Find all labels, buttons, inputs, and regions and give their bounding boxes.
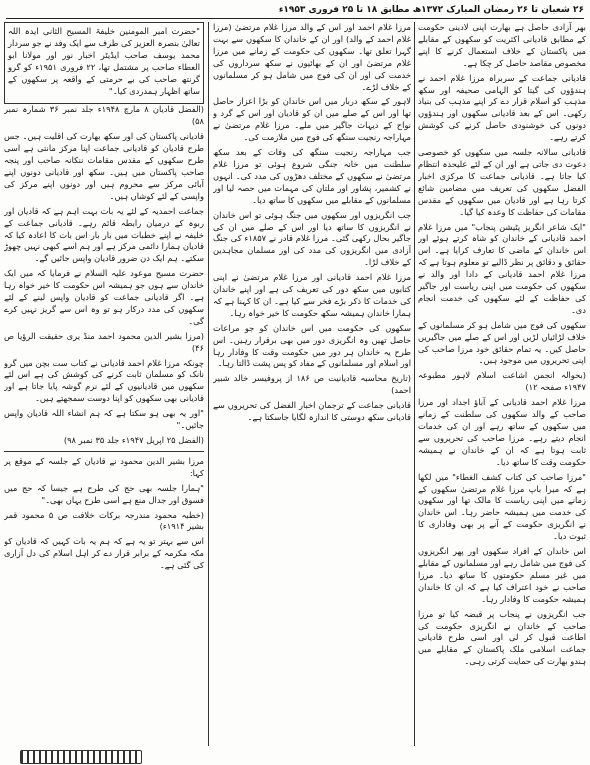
paragraph: اس خاندان کے افراد سکھوں اور پھر انگریزوں کی فوج میں شامل رہے اور مسلمانوں کے مقابلے میں غیر مسلم حکومتوں کا ساتھ دیا۔ مرزا صاحب نے خود اعتراف کیا ہے کہ ان کا خاندان ہمیشہ حکومت کا وفادار رہا۔ — [418, 546, 586, 604]
citation: (الفضل قادیان ۸ مارچ ۱۹۴۸ء جلد نمبر ۳۶ شمارہ نمبر ۵۸) — [4, 104, 204, 127]
paragraph: حضرت مسیح موعود علیہ السلام نے فرمایا کہ میں ایک خاندان سے ہوں جو ہمیشہ اس حکومت کا خیر خواہ رہا ہے۔ اگر قادیانی جماعت کو قادیان واپس لینے کے لئے سکھوں کی مدد درکار ہو تو وہ اس سے گریز نہیں کرے گی۔ — [4, 268, 204, 326]
paragraph: قادیانی جماعت کے ترجمان اخبار الفضل کی تحریروں سے قادیانی سکھ دوستی کا اندازہ لگایا جاسکتا ہے۔ — [213, 400, 411, 423]
paragraph: سکھوں کی حکومت میں اس خاندان کو جو مراعات حاصل تھیں وہ انگریزی دور میں بھی برقرار رہیں۔ اس طرح یہ خاندان ہر دور میں حکومت وقت کا وفادار رہا اور اسلام اور مسلمانوں کے مفاد کو پس پشت ڈالتا رہا۔ — [213, 322, 411, 369]
paragraph: قادیانی سالانہ جلسہ میں سکھوں کو خصوصی دعوت دی جاتی ہے اور ان کے لئے علیحدہ انتظام کیا جاتا ہے۔ قادیانی جماعت کا مرکزی اخبار الفضل سکھوں کی تعریف میں مضامین شائع کرتا رہا ہے اور قادیان میں سکھوں کے مقدس مقامات کی حفاظت کا وعدہ کیا گیا۔ — [418, 147, 586, 217]
column-divider — [414, 22, 415, 746]
citation: (تاریخ محاسبہ قادیانیت ص ۱۸۶ از پروفیسر خالد شبیر احمد) — [213, 373, 411, 396]
citation: (بحوالہ انجمن اشاعت اسلام لاہور مطبوعہ ۱۹۴۷ء صفحہ ۱۲) — [418, 370, 586, 393]
paragraph: جماعت احمدیہ کے لئے یہ بات بہت اہم ہے کہ قادیان اور ربوہ کے درمیان رابطہ قائم رہے۔ قادیانی جماعت کے خلیفہ نے اپنے خطبات میں بار بار اس بات کا اعادہ کیا کہ قادیان ہمارا دائمی مرکز ہے اور ہم اسے کبھی نہیں چھوڑ سکتے۔ ہم ایک دن ضرور قادیان واپس جائیں گے۔ — [4, 205, 204, 264]
paragraph: بھر آزادی حاصل ہے بھارت اپنی لادینی حکومت کے مطابق قادیانی اکثریت کو سکھوں کے مقابلے میں پاکستان کے خلاف استعمال کرنے کا اپنے مخصوص مقاصد حاصل کر چکا ہے۔ — [418, 22, 586, 68]
paragraph: مرزا غلام احمد اور اس کے والد مرزا غلام مرتضیٰ (مرزا غلام احمد کے والد) اور ان کے خاندان کا سکھوں سے بہت گہرا تعلق تھا۔ سکھوں کی حکومت کے زمانے میں مرزا غلام مرتضیٰ اور ان کے بھائیوں نے سکھ سرداروں کی خدمت کی اور ان کی فوج میں شامل ہو کر مسلمانوں کے خلاف لڑے۔ — [213, 22, 411, 92]
paragraph: قادیانی پاکستان کی اور سکھ بھارت کی اقلیت ہیں۔ جس طرح قادیان کو قادیانی جماعت اپنا مرکز مانتی ہے اسی طرح سکھوں کے مقدس مقامات ننکانہ صاحب اور پنجہ صاحب پاکستان میں ہیں۔ سکھ اور قادیانی دونوں اپنے آبائی مرکز سے محروم ہیں اور دونوں اپنے مرکز کی واپسی کے لئے کوشاں ہیں۔ — [4, 131, 204, 201]
column-left — [4, 22, 204, 746]
column-right — [418, 22, 586, 746]
quote: "ہمارا جلسہ بھی حج کی طرح ہے جیسا کہ حج میں فسوق اور جدال منع ہے اسی طرح یہاں بھی۔" — [4, 482, 204, 505]
paragraph: جب انگریزوں نے پنجاب پر قبضہ کیا تو مرزا صاحب کے خاندان نے انگریزی حکومت کی اطاعت قبول کر لی اور اسی طرح قادیانی جماعت اسلامی ملک پاکستان کے مقابلے میں ہندو بھارت کی حمایت کرتی رہی۔ — [418, 608, 586, 667]
paragraph: لاہور کے سکھ دربار میں اس خاندان کو بڑا اعزاز حاصل تھا اور اس کے صلے میں ان کو قادیان اور اس کے گرد و نواح کے دیہات جاگیر میں ملے۔ مرزا غلام مرتضیٰ نے مہاراجہ رنجیت سنگھ کی فوج میں ملازمت کی۔ — [213, 96, 411, 143]
quote: "اور یہ بھی ہو سکتا ہے کہ ہم انشاء اللہ قادیان واپس جائیں۔" — [4, 408, 204, 431]
paragraph: مرزا غلام احمد قادیانی اور مرزا غلام مرتضیٰ نے اپنی کتابوں میں سکھ دور کی تعریف کی ہے اور اپنے خاندان کی خدمات کا ذکر بڑے فخر سے کیا ہے۔ ان کا کہنا ہے کہ ہمارا خاندان ہمیشہ سکھ حکومت کا خیر خواہ رہا۔ — [213, 272, 411, 318]
quote: "حضرت امیر المومنین خلیفۃ المسیح الثانی ایدہ اللہ تعالیٰ بنصرہ العزیز کی طرف سے ایک وفد نے جو سردار محمد یوسف صاحب ایڈیٹر اخبار نور اور مولانا ابو العطاء صاحب پر مشتمل تھا، ۲۲ فروری ۱۹۵۱ء کو گرو گرنتھ صاحب کی بے حرمتی کے واقعہ پر سکھوں کے ساتھ اظہار ہمدردی کیا۔" — [8, 26, 200, 96]
paragraph: مرزا غلام احمد قادیانی کے آباؤ اجداد اور مرزا صاحب کے والد سکھوں کی سلطنت کے زمانے میں سکھوں کے ساتھ رہے اور ان کی خدمات انجام دیتے رہے۔ مرزا صاحب کی تحریروں سے ثابت ہوتا ہے کہ ان کے خاندان نے ہمیشہ حکومت وقت کا ساتھ دیا۔ — [418, 397, 586, 467]
quote-box — [4, 22, 204, 104]
section-rule — [4, 451, 204, 452]
paragraph: چونکہ مرزا غلام احمد قادیانی نے کتاب ست بچن میں گرو نانک کو مسلمان ثابت کرنے کی کوشش کی ہے اس لئے سکھوں میں قادیانیوں کے لئے نرم گوشہ پایا جاتا ہے اور قادیانی بھی سکھوں کو اپنا دوست سمجھتے ہیں۔ — [4, 357, 204, 404]
paragraph: قادیانی جماعت کے سربراہ مرزا غلام احمد نے ہندؤوں کی گیتا کو الہامی صحیفہ اور سکھ مذہب کو اسلام قرار دے کر اپنے مذہب کی بنیاد رکھی۔ اس کے بعد قادیانی سکھوں اور ہندؤوں دونوں کی خوشنودی حاصل کرنے کی کوشش کرتے رہے۔ — [418, 72, 586, 143]
paragraph: سکھوں کی فوج میں شامل ہو کر مسلمانوں کے خلاف لڑائیاں لڑیں اور اس کے صلے میں جاگیریں حاصل کیں۔ یہ تمام حقائق خود مرزا صاحب کی اپنی تحریروں میں موجود ہیں۔ — [418, 319, 586, 366]
paragraph: "ایک شاعر انگریز پٹیشن پنجاب" میں مرزا غلام احمد قادیانی کے خاندان کو شاہ کرتے ہوئے اور اس خاندان کے ماضی کا تعارف کرایا ہے۔ اس حقائق و دقائق پر نظر ڈالیے تو معلوم ہوتا ہے کہ مرزا غلام احمد قادیانی کے دادا اور والد نے سکھوں کی حکومت میں اپنی ریاست اور جاگیر کی حفاظت کے لئے سکھوں کی خدمت انجام دی۔ — [418, 221, 586, 315]
header-rule — [6, 18, 584, 19]
citation: (الفضل ۲۵ اپریل ۱۹۴۷ء جلد ۳۵ نمبر ۹۸) — [63, 435, 204, 445]
citation: (خطبہ محمود مندرجہ برکات خلافت ص ۵ محمود قمر بشیر ۱۹۱۴ء) — [4, 509, 204, 532]
column-middle — [213, 22, 411, 746]
paragraph: جب مہاراجہ رنجیت سنگھ کی وفات کے بعد سکھ سلطنت میں خانہ جنگی شروع ہوئی تو مرزا غلام مرتضیٰ نے سکھوں کے مختلف دھڑوں کی مدد کی۔ انہوں نے کشمیر، پشاور اور ملتان کی مہمات میں حصہ لیا اور مسلمانوں کے مقابلے میں سکھوں کا ساتھ دیا۔ — [213, 147, 411, 205]
paragraph: "مرزا صاحب کی کتاب کشف الغطاء" میں لکھا ہے کہ میرا باپ مرزا غلام مرتضیٰ سکھوں کے زمانے میں اپنی ریاست کا مالک تھا اور سکھوں کی خدمت میں ہمیشہ حاضر رہا۔ اس خاندان نے انگریزی حکومت کے آنے پر بھی وفاداری کا ثبوت دیا۔ — [418, 471, 586, 542]
page-header: ۲۶ شعبان تا ۲۶ رمضان المبارک ۱۳۷۲ھ مطابق ۱۸ تا ۲۵ فروری ۱۹۵۳ء — [278, 5, 584, 15]
paragraph: مرزا بشیر الدین محمود نے قادیان کے جلسہ کے موقع پر کہا: — [4, 455, 204, 478]
column-divider — [208, 22, 209, 746]
citation: (مرزا بشیر الدین محمود احمد منڈ یری حقیقت الرؤیا ص ۴۶) — [4, 330, 204, 353]
paragraph: اس سے بہتر تو یہ ہے کہ ہم یہ بات کہیں کہ قادیان کو مکہ مکرمہ کے برابر قرار دے کر اہل اسلام کی دل آزاری کی گئی ہے۔ — [4, 536, 204, 571]
paragraph: جب انگریزوں اور سکھوں میں جنگ ہوئی تو اس خاندان نے انگریزوں کا ساتھ دیا اور اس کے صلے میں ان کی جاگیر بحال رکھی گئی۔ مرزا غلام قادر نے ۱۸۵۷ء کی جنگ آزادی میں انگریزوں کی مدد کی اور مسلمان مجاہدین کے خلاف لڑا۔ — [213, 209, 411, 268]
footer-ornament — [20, 750, 142, 764]
